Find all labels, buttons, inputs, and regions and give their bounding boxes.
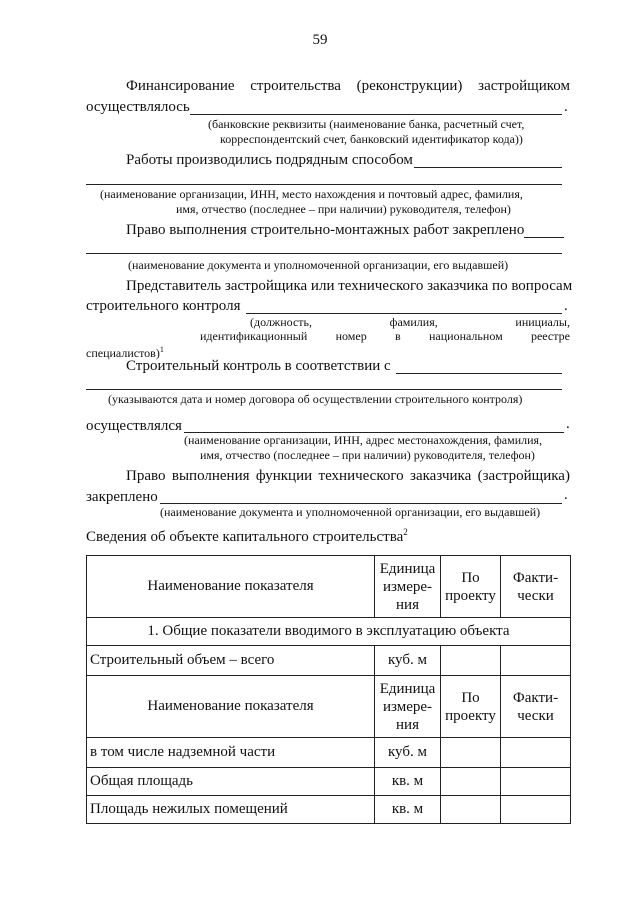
header-unit-line: измере-: [382, 578, 433, 595]
representative-note-word: (должность,: [250, 315, 312, 329]
tech-customer-word: выполнения: [171, 468, 250, 484]
header-project: [441, 556, 501, 618]
header-actual: [501, 676, 571, 738]
control-fill-line-2[interactable]: [86, 389, 562, 390]
finance-word: строительства: [250, 78, 341, 94]
header-actual-line: Факти-: [512, 689, 559, 706]
rights-fill-line-2[interactable]: [86, 253, 562, 254]
header-project-line: проекту: [445, 707, 496, 724]
header-project-line: По: [461, 569, 480, 586]
representative-note-row: [200, 329, 570, 344]
header-project-line: По: [461, 689, 480, 706]
table-row: [87, 768, 571, 796]
row-name: Общая площадь: [87, 768, 375, 796]
tech-customer-fill-line[interactable]: [160, 503, 562, 504]
header-actual-line: Факти-: [512, 569, 559, 586]
finance-note: (банковские реквизиты (наименование банка, расчетный счет,: [208, 117, 525, 131]
header-name: Наименование показателя: [87, 676, 375, 738]
table-header-row: [87, 556, 571, 618]
representative-label: Представитель застройщика или технического заказчика по вопросам: [126, 278, 573, 294]
rights-note: (наименование документа и уполномоченной организации, его выдавшей): [128, 258, 509, 272]
row-unit: куб. м: [375, 646, 441, 676]
representative-fill-line[interactable]: [246, 313, 562, 314]
row-unit: куб. м: [375, 738, 441, 768]
row-project-cell[interactable]: [441, 768, 501, 796]
row-actual-cell[interactable]: [501, 738, 571, 768]
representative-note-word: фамилия,: [389, 315, 438, 329]
row-actual-cell[interactable]: [501, 646, 571, 676]
finance-label: осуществлялось: [86, 99, 190, 115]
header-unit-line: ния: [396, 596, 419, 613]
header-unit-line: ния: [396, 716, 419, 733]
representative-note-word: инициалы,: [515, 315, 570, 329]
row-project-cell[interactable]: [441, 796, 501, 824]
control-fill-line[interactable]: [396, 373, 562, 374]
finance-word: (реконструкции): [356, 78, 463, 94]
rights-fill-line[interactable]: [524, 237, 564, 238]
table-row: [87, 646, 571, 676]
header-actual-line: чески: [517, 707, 554, 724]
object-info-text: Сведения об объекте капитального строительства: [86, 529, 404, 545]
footnote-mark: 2: [403, 527, 408, 537]
control-note: (наименование организации, ИНН, адрес местонахождения, фамилия,: [184, 433, 543, 447]
contract-label: Работы производились подрядным способом: [126, 152, 413, 168]
table-section-row: [87, 618, 571, 646]
control-label: Строительный контроль в соответствии с: [126, 358, 391, 374]
header-unit: [375, 556, 441, 618]
control-label-2: осуществлялся: [86, 418, 182, 434]
header-unit-line: Единица: [379, 680, 436, 697]
contract-fill-line-2[interactable]: [86, 184, 562, 185]
page-number: 59: [312, 32, 328, 48]
tech-customer-word: технического: [318, 468, 404, 484]
header-unit-line: измере-: [382, 698, 433, 715]
tech-customer-line: [126, 468, 570, 485]
finance-word: Финансирование: [126, 78, 235, 94]
table-row: [87, 796, 571, 824]
header-unit: [375, 676, 441, 738]
row-project-cell[interactable]: [441, 646, 501, 676]
row-actual-cell[interactable]: [501, 796, 571, 824]
header-project: [441, 676, 501, 738]
section-title: 1. Общие показатели вводимого в эксплуатацию объекта: [87, 618, 571, 646]
contract-note: (наименование организации, ИНН, место нахождения и почтовый адрес, фамилия,: [100, 187, 523, 201]
row-name: в том числе надземной части: [87, 738, 375, 768]
finance-fill-line[interactable]: [190, 114, 562, 115]
representative-note-text: специалистов): [86, 346, 160, 360]
finance-word: застройщиком: [478, 78, 570, 94]
representative-end: .: [564, 298, 568, 314]
tech-customer-word: заказчика: [410, 468, 472, 484]
header-name: Наименование показателя: [87, 556, 375, 618]
contract-fill-line[interactable]: [414, 167, 562, 168]
control-note: (указываются дата и номер договора об осуществлении строительного контроля): [108, 392, 523, 406]
tech-customer-word: функции: [255, 468, 313, 484]
tech-customer-note: (наименование документа и уполномоченной организации, его выдавшей): [160, 505, 541, 519]
representative-note-word: в: [395, 329, 401, 343]
row-name: Строительный объем – всего: [87, 646, 375, 676]
representative-note-word: национальном: [428, 329, 503, 343]
rights-label: Право выполнения строительно-монтажных работ закреплено: [126, 222, 525, 238]
representative-note-word: номер: [335, 329, 367, 343]
finance-line: [126, 78, 570, 95]
object-info-title: [86, 527, 408, 546]
header-actual: [501, 556, 571, 618]
finance-note: корреспондентский счет, банковский идентификатор кода)): [220, 132, 523, 146]
row-unit: кв. м: [375, 768, 441, 796]
tech-customer-word: (застройщика): [477, 468, 570, 484]
row-project-cell[interactable]: [441, 738, 501, 768]
representative-note-row: [250, 315, 570, 330]
control-end: .: [566, 416, 570, 432]
tech-customer-label: закреплено: [86, 489, 158, 505]
table-header-row: [87, 676, 571, 738]
row-unit: кв. м: [375, 796, 441, 824]
representative-note-word: реестре: [530, 329, 570, 343]
header-unit-line: Единица: [379, 560, 436, 577]
row-name: Площадь нежилых помещений: [87, 796, 375, 824]
contract-note: имя, отчество (последнее – при наличии) руководителя, телефон): [176, 202, 511, 216]
row-actual-cell[interactable]: [501, 768, 571, 796]
table-row: [87, 738, 571, 768]
representative-note-word: идентификационный: [200, 329, 308, 343]
tech-customer-word: Право: [126, 468, 166, 484]
finance-end: .: [564, 99, 568, 115]
header-project-line: проекту: [445, 587, 496, 604]
control-note: имя, отчество (последнее – при наличии) руководителя, телефон): [200, 448, 535, 462]
representative-label-2: строительного контроля: [86, 298, 241, 314]
object-indicators-table: [86, 555, 571, 824]
footnote-mark: 1: [159, 345, 164, 354]
header-actual-line: чески: [517, 587, 554, 604]
tech-customer-end: .: [564, 487, 568, 503]
